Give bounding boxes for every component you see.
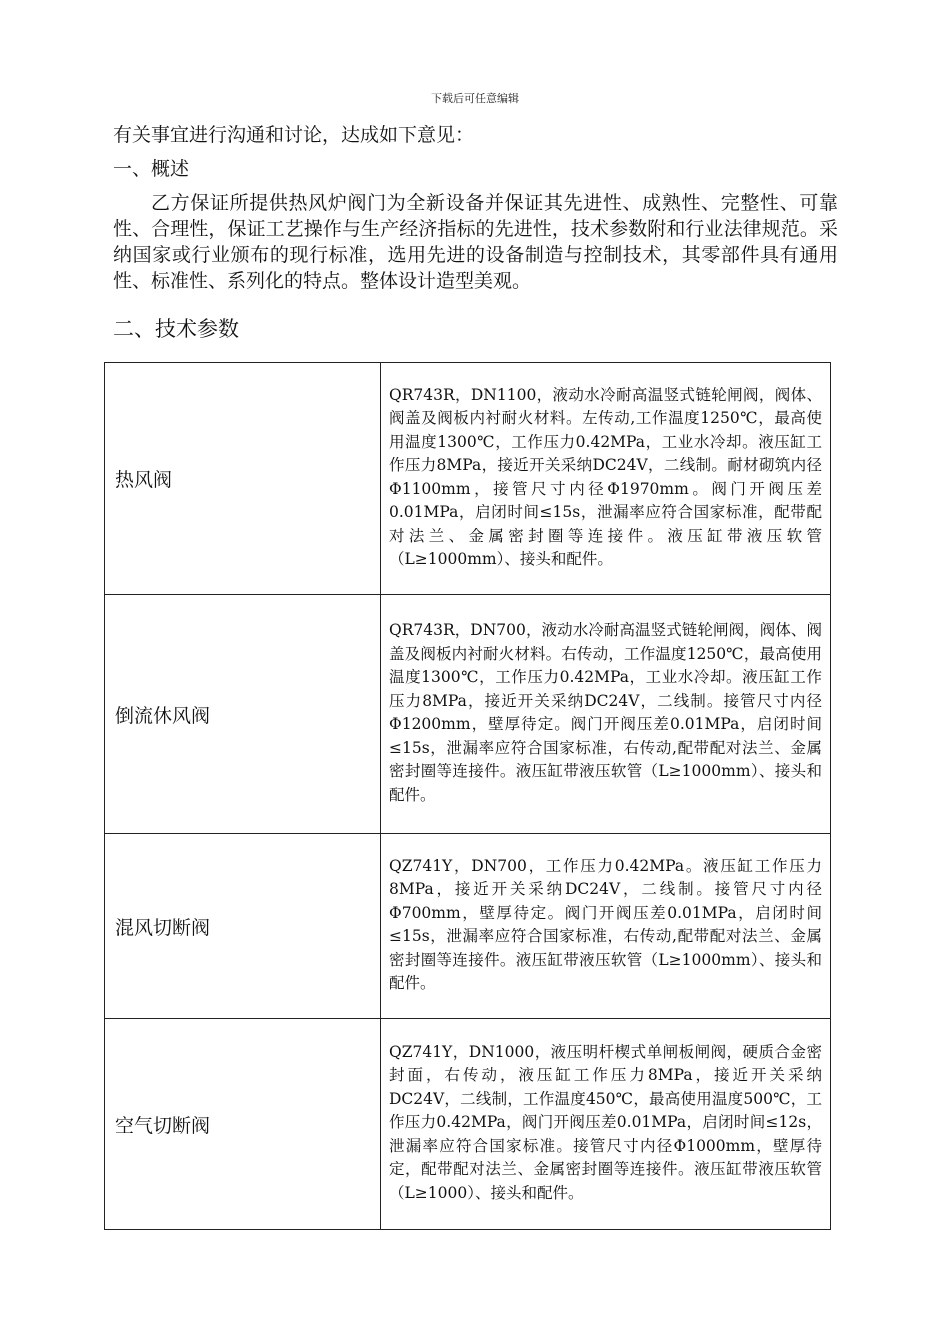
valve-description: QR743R，DN700，液动水冷耐高温竖式链轮闸阀，阀体、阀盖及阀板内衬耐火材料。右传动，工作温度1250℃，最高使用温度1300℃，工作压力0.42MPa，工业水冷却。液压缸工作压力8MPa，接近开关采纳DC24V，二线制。接管尺寸内径Φ1200mm，壁厚待定。阀门开阀压差0.01MPa，启闭时间≤15s，泄漏率应符合国家标准，右传动,配带配对法兰、金属密封圈等连接件。液压缸带液压软管（L≥1000mm）、接头和配件。	[381, 595, 831, 834]
valve-name: 空气切断阀	[105, 1019, 381, 1230]
table-row	[105, 834, 831, 1019]
intro-line: 有关事宜进行沟通和讨论，达成如下意见：	[113, 124, 475, 146]
header-note: 下载后可任意编辑	[431, 92, 519, 105]
spec-table	[104, 362, 831, 1230]
valve-description: QZ741Y，DN700，工作压力0.42MPa。液压缸工作压力8MPa，接近开关采纳DC24V，二线制。接管尺寸内径Φ700mm，壁厚待定。阀门开阀压差0.01MPa，启闭时间≤15s，泄漏率应符合国家标准，右传动,配带配对法兰、金属密封圈等连接件。液压缸带液压软管（L≥1000mm）、接头和配件。	[381, 834, 831, 1019]
section-heading-tech-params: 二、技术参数	[113, 317, 239, 341]
overview-paragraph: 乙方保证所提供热风炉阀门为全新设备并保证其先进性、成熟性、完整性、可靠性、合理性，保证工艺操作与生产经济指标的先进性，技术参数附和行业法律规范。采纳国家或行业颁布的现行标准，选用先进的设备制造与控制技术，其零部件具有通用性、标准性、系列化的特点。整体设计造型美观。	[113, 192, 838, 292]
table-row	[105, 1019, 831, 1230]
valve-name: 倒流休风阀	[105, 595, 381, 834]
valve-description: QZ741Y，DN1000，液压明杆楔式单闸板闸阀，硬质合金密封面，右传动，液压缸工作压力8MPa，接近开关采纳DC24V，二线制，工作温度450℃，最高使用温度500℃，工作压力0.42MPa，阀门开阀压差0.01MPa，启闭时间≤12s，泄漏率应符合国家标准。接管尺寸内径Φ1000mm，壁厚待定，配带配对法兰、金属密封圈等连接件。液压缸带液压软管（L≥1000）、接头和配件。	[381, 1019, 831, 1230]
table-row	[105, 595, 831, 834]
table-row	[105, 363, 831, 595]
valve-name: 混风切断阀	[105, 834, 381, 1019]
section-heading-overview: 一、概述	[113, 158, 190, 180]
valve-description: QR743R，DN1100，液动水冷耐高温竖式链轮闸阀，阀体、阀盖及阀板内衬耐火材料。左传动,工作温度1250℃，最高使用温度1300℃，工作压力0.42MPa，工业水冷却。液压缸工作压力8MPa，接近开关采纳DC24V，二线制。耐材砌筑内径Φ1100mm，接管尺寸内径Φ1970mm。阀门开阀压差0.01MPa，启闭时间≤15s，泄漏率应符合国家标准，配带配对法兰、金属密封圈等连接件。液压缸带液压软管（L≥1000mm）、接头和配件。	[381, 363, 831, 595]
valve-name: 热风阀	[105, 363, 381, 595]
